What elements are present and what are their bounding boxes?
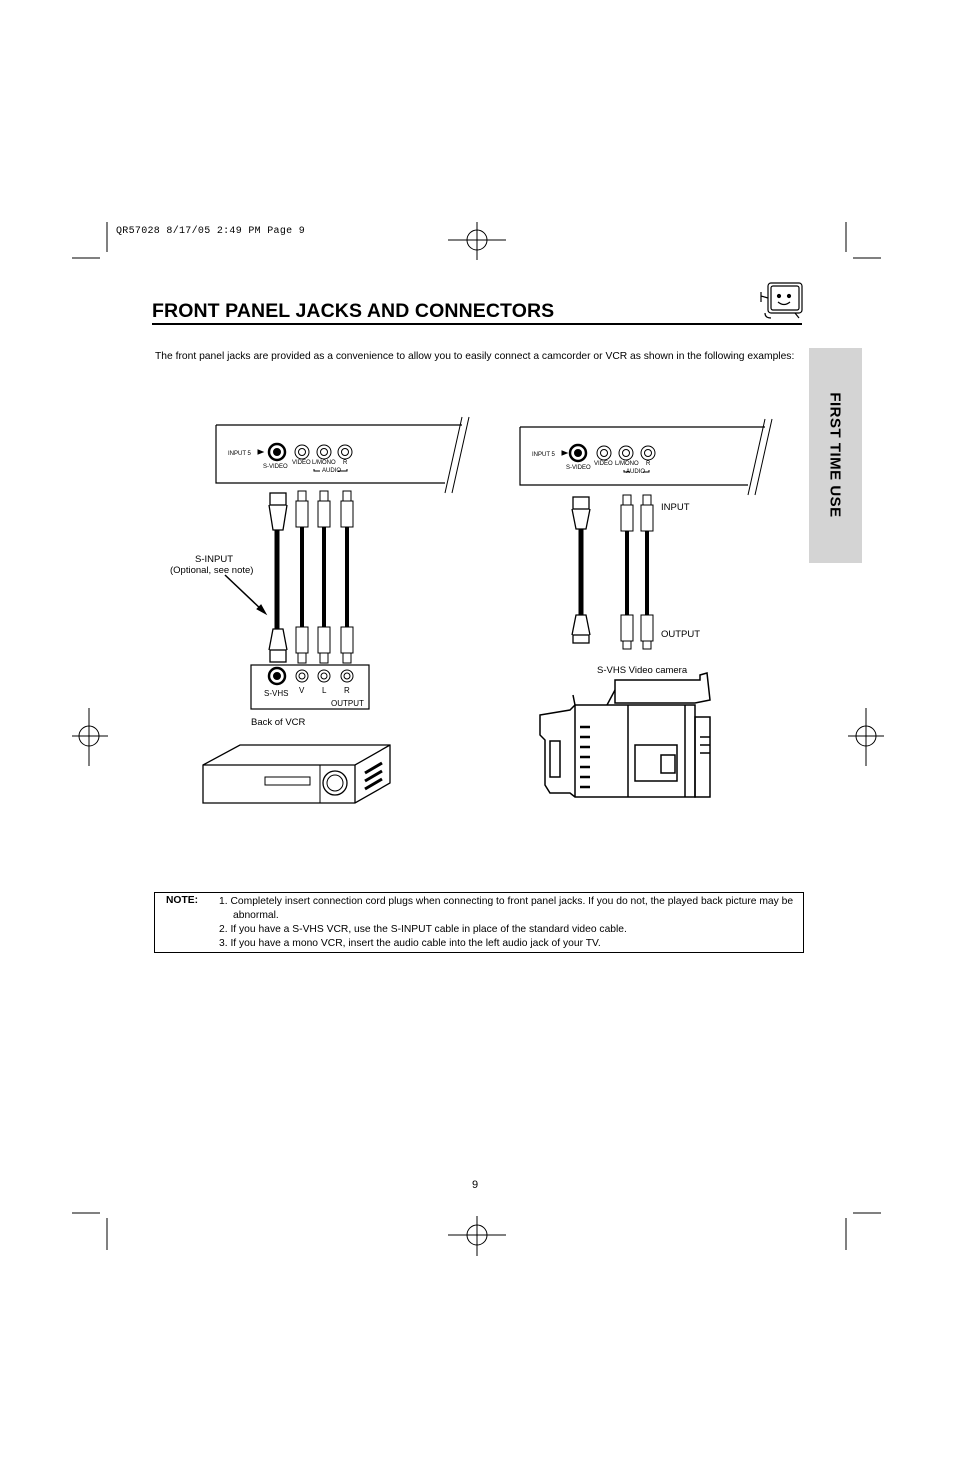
input-label: INPUT — [661, 502, 690, 513]
intro-paragraph: The front panel jacks are provided as a convenience to allow you to easily connect a camcorder or VCR as shown in the following examples: — [155, 351, 795, 362]
svhs-camera-caption: S-VHS Video camera — [597, 665, 688, 676]
note-item: 2. If you have a S-VHS VCR, use the S-INPUT cable in place of the standard video cable. — [219, 924, 627, 935]
page-title: FRONT PANEL JACKS AND CONNECTORS — [152, 300, 555, 322]
panel-label-lmono: L/MONO — [312, 460, 336, 466]
vcr-label-svhs: S-VHS — [264, 689, 289, 698]
back-of-vcr-caption: Back of VCR — [251, 717, 306, 728]
section-side-tab — [809, 348, 862, 563]
vcr-label-v: V — [299, 686, 305, 695]
output-label: OUTPUT — [661, 629, 701, 640]
vcr-connection-diagram — [150, 405, 480, 825]
panel-label-audio: AUDIO — [322, 468, 342, 474]
side-tab-label: FIRST TIME USE — [826, 392, 844, 518]
vcr-label-output: OUTPUT — [331, 699, 364, 708]
panel-label-r: R — [343, 460, 348, 466]
note-item: 3. If you have a mono VCR, insert the audio cable into the left audio jack of your TV. — [219, 938, 601, 949]
panel-label-audio: AUDIO — [626, 469, 646, 475]
title-rule — [152, 323, 802, 325]
panel-label-r: R — [646, 461, 651, 467]
panel-label-svideo: S-VIDEO — [566, 465, 591, 471]
panel-label-video: VIDEO — [594, 461, 613, 467]
note-list — [219, 895, 799, 951]
note-label: NOTE: — [166, 895, 199, 906]
panel-label-input5: INPUT 5 — [228, 451, 251, 457]
page-number: 9 — [472, 1179, 479, 1191]
camcorder-connection-diagram — [515, 405, 805, 805]
panel-label-lmono: L/MONO — [615, 461, 639, 467]
tv-mascot-icon — [755, 280, 805, 320]
note-item: 1. Completely insert connection cord plugs when connecting to front panel jacks. If you do not, the played back picture may be abnormal. — [219, 896, 794, 921]
s-input-callout-note: (Optional, see note) — [170, 565, 254, 576]
print-slug: QR57028 8/17/05 2:49 PM Page 9 — [116, 226, 306, 237]
vcr-label-l: L — [322, 686, 327, 695]
panel-label-input5: INPUT 5 — [532, 452, 555, 458]
panel-label-svideo: S-VIDEO — [263, 464, 288, 470]
panel-label-video: VIDEO — [292, 460, 311, 466]
vcr-label-r: R — [344, 686, 350, 695]
s-input-callout: S-INPUT — [195, 554, 233, 565]
